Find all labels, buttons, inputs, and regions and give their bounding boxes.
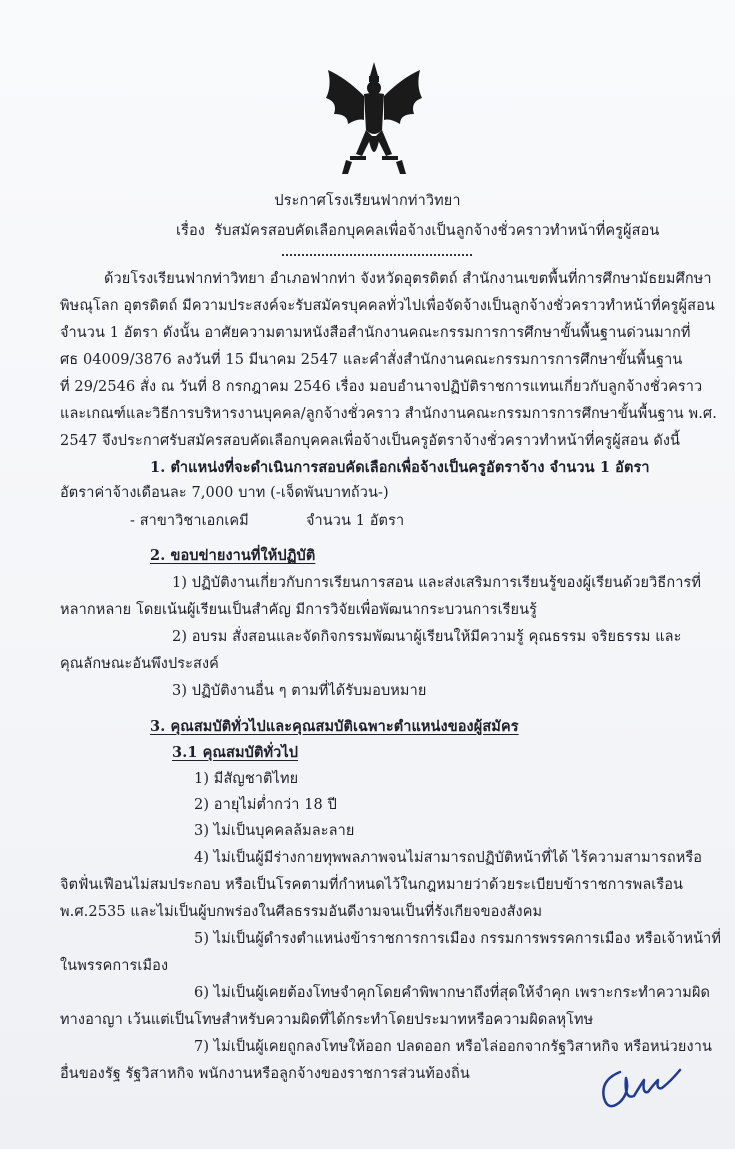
dotted-divider [282,254,472,256]
subject-text: รับสมัครสอบคัดเลือกบุคคลเพื่อจ้างเป็นลูกจ้างชั่วคราวทำหน้าที่ครูผู้สอน [214,223,660,239]
garuda-emblem-icon [318,58,430,176]
qual-line-11: 7) ไม่เป็นผู้เคยถูกลงโทษให้ออก ปลดออก หรือไล่ออกจากรัฐวิสาหกิจ หรือหน่วยงาน [194,1039,712,1055]
announcement-title: ประกาศโรงเรียนฟากท่าวิทยา [274,193,461,209]
qual-line-1: 1) มีสัญชาติไทย [194,771,299,787]
qual-line-2: 2) อายุไม่ต่ำกว่า 18 ปี [194,797,337,813]
section-2-line-1: 1) ปฏิบัติงานเกี่ยวกับการเรียนการสอน และส่งเสริมการเรียนรู้ของผู้เรียนด้วยวิธีการที่ [172,575,702,591]
section-3-heading: 3. คุณสมบัติทั่วไปและคุณสมบัติเฉพาะตำแหน่งของผู้สมัคร [150,718,519,735]
qual-line-7: 5) ไม่เป็นผู้ดำรงตำแหน่งข้าราชการการเมือง กรรมการพรรคการเมือง หรือเจ้าหน้าที่ [194,931,722,947]
intro-line-3: จำนวน 1 อัตรา ดังนั้น อาศัยความตามหนังสือสำนักงานคณะกรรมการการศึกษาขั้นพื้นฐานด่วนมากที่ [60,325,691,341]
major-label: - สาขาวิชาเอกเคมี [130,513,249,529]
major-count: จำนวน 1 อัตรา [306,513,405,529]
intro-line-7: 2547 จึงประกาศรับสมัครสอบคัดเลือกบุคคลเพื่อจ้างเป็นครูอัตราจ้างชั่วคราวทำหน้าที่ครูผู้สอน ดังนี้ [60,433,681,449]
section-3-1-heading: 3.1 คุณสมบัติทั่วไป [172,744,299,761]
intro-line-1: ด้วยโรงเรียนฟากท่าวิทยา อำเภอฟากท่า จังหวัดอุตรดิตถ์ สำนักงานเขตพื้นที่การศึกษามัธยมศึกษา [104,271,712,287]
intro-line-4: ศธ 04009/3876 ลงวันที่ 15 มีนาคม 2547 และคำสั่งสำนักงานคณะกรรมการการศึกษาขั้นพื้นฐาน [60,352,683,368]
salary-line: อัตราค่าจ้างเดือนละ 7,000 บาท (-เจ็ดพันบาทถ้วน-) [60,485,389,501]
signature-icon [590,1050,690,1120]
section-2-heading: 2. ขอบข่ายงานที่ให้ปฏิบัติ [150,547,316,564]
intro-line-2: พิษณุโลก อุตรดิตถ์ มีความประสงค์จะรับสมัครบุคคลทั่วไปเพื่อจัดจ้างเป็นลูกจ้างชั่วคราวทำหน้าที่ครูผู้สอน [60,298,715,314]
qual-line-9: 6) ไม่เป็นผู้เคยต้องโทษจำคุกโดยคำพิพากษาถึงที่สุดให้จำคุก เพราะกระทำความผิด [194,985,711,1001]
intro-line-5: ที่ 29/2546 สั่ง ณ วันที่ 8 กรกฎาคม 2546 เรื่อง มอบอำนาจปฏิบัติราชการแทนเกี่ยวกับลูกจ้างชั่วคราว [60,379,703,395]
section-2-line-4: คุณลักษณะอันพึงประสงค์ [60,656,219,672]
qual-line-3: 3) ไม่เป็นบุคคลล้มละลาย [194,823,355,839]
qual-line-10: ทางอาญา เว้นแต่เป็นโทษสำหรับความผิดที่ได้กระทำโดยประมาทหรือความผิดลหุโทษ [60,1012,594,1028]
qual-line-5: จิตฟั่นเฟือนไม่สมประกอบ หรือเป็นโรคตามที่กำหนดไว้ในกฎหมายว่าด้วยระเบียบข้าราชการพลเรือน [60,877,684,893]
intro-line-6: และเกณฑ์และวิธีการบริหารงานบุคคล/ลูกจ้างชั่วคราว สำนักงานคณะกรรมการการศึกษาขั้นพื้นฐาน พ.ศ. [60,406,717,422]
subject-line [176,222,659,240]
subject-label: เรื่อง [176,223,205,239]
section-2-line-2: หลากหลาย โดยเน้นผู้เรียนเป็นสำคัญ มีการวิจัยเพื่อพัฒนากระบวนการเรียนรู้ [60,602,538,618]
qual-line-12: อื่นของรัฐ รัฐวิสาหกิจ พนักงานหรือลูกจ้างของราชการส่วนท้องถิ่น [60,1066,470,1082]
section-2-line-5: 3) ปฏิบัติงานอื่น ๆ ตามที่ได้รับมอบหมาย [172,683,427,699]
qual-line-8: ในพรรคการเมือง [60,958,169,974]
qual-line-4: 4) ไม่เป็นผู้มีร่างกายทุพพลภาพจนไม่สามารถปฏิบัติหน้าที่ได้ ไร้ความสามารถหรือ [194,850,703,866]
section-2-line-3: 2) อบรม สั่งสอนและจัดกิจกรรมพัฒนาผู้เรียนให้มีความรู้ คุณธรรม จริยธรรม และ [172,629,682,645]
qual-line-6: พ.ศ.2535 และไม่เป็นผู้บกพร่องในศีลธรรมอันดีงามจนเป็นที่รังเกียจของสังคม [60,904,543,920]
section-1-heading: 1. ตำแหน่งที่จะดำเนินการสอบคัดเลือกเพื่อจ้างเป็นครูอัตราจ้าง จำนวน 1 อัตรา [150,459,650,476]
